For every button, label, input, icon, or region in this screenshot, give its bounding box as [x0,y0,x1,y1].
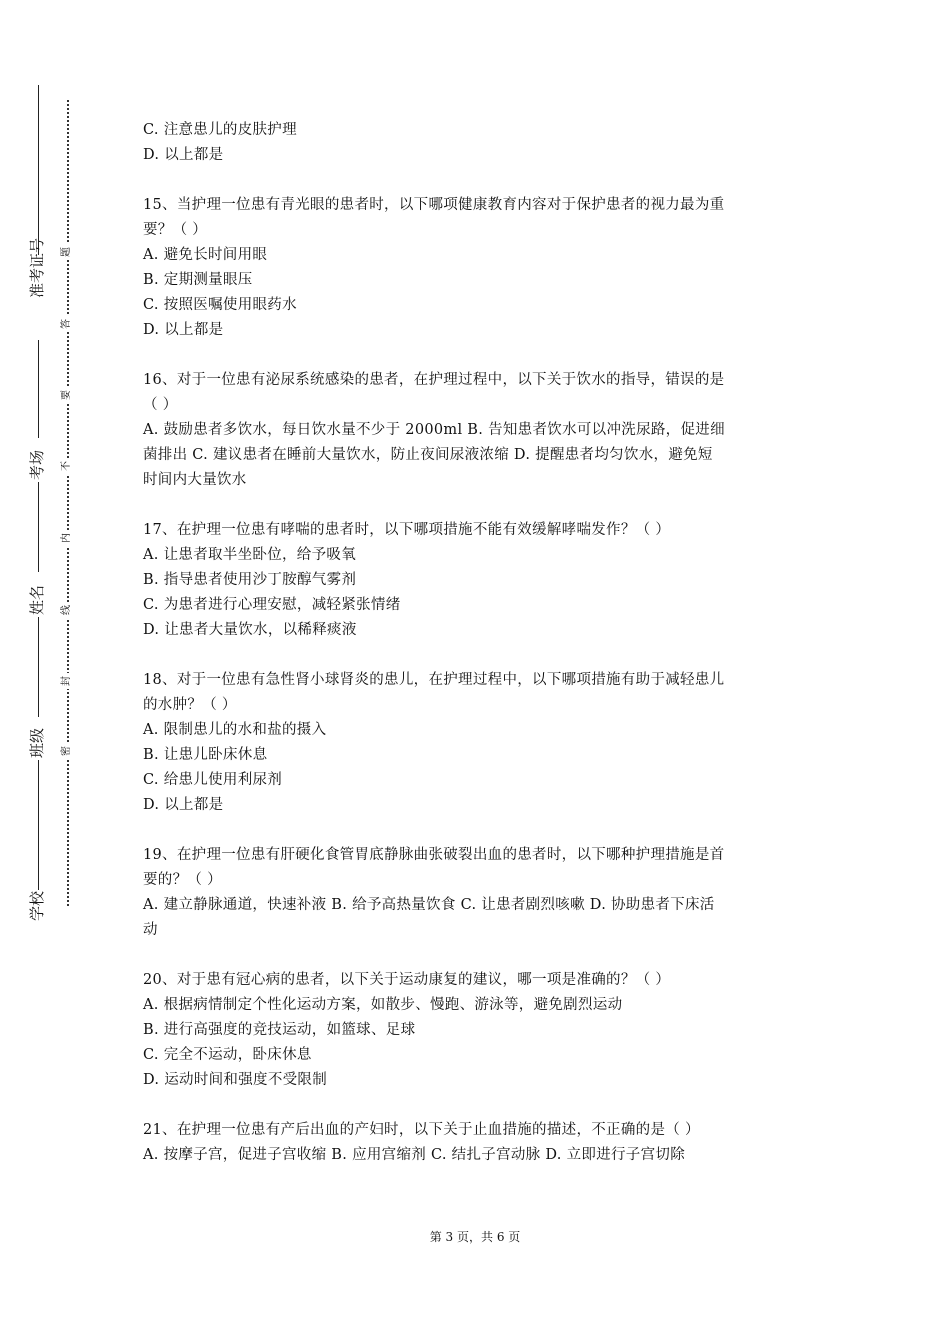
option-line: A. 根据病情制定个性化运动方案，如散步、慢跑、游泳等，避免剧烈运动 [143,997,623,1013]
option-line: B. 指导患者使用沙丁胺醇气雾剂 [143,572,357,588]
question-21 [143,1118,823,1168]
binding-margin [0,0,100,1344]
option-line: D. 运动时间和强度不受限制 [143,1072,328,1088]
option-line: A. 避免长时间用眼 [143,247,268,263]
label-exam-room: 考场 [28,449,46,480]
question-17 [143,518,823,643]
option-line: A. 让患者取半坐卧位，给予吸氧 [143,547,356,563]
option-line: A. 鼓励患者多饮水，每日饮水量不少于 2000ml B. 告知患者饮水可以冲洗尿路，促进细 [143,422,725,438]
label-school: 学校 [28,890,46,921]
seal-char: 答 [61,316,73,332]
option-line: D. 以上都是 [143,322,224,338]
seal-char: 密 [61,743,73,759]
question-stem: 要的？（ ） [143,872,222,888]
option-line: C. 注意患儿的皮肤护理 [143,122,297,138]
option-line: C. 完全不运动，卧床休息 [143,1047,312,1063]
option-line: B. 定期测量眼压 [143,272,253,288]
question-stem: （ ） [143,397,178,413]
seal-char: 线 [61,602,73,618]
option-line: C. 按照医嘱使用眼药水 [143,297,297,313]
question-18 [143,668,823,818]
question-stem: 17、在护理一位患有哮喘的患者时，以下哪项措施不能有效缓解哮喘发作？（ ） [143,522,671,538]
margin-line [38,482,39,572]
label-exam-number: 准考证号 [28,237,46,298]
question-stem: 20、对于患有冠心病的患者，以下关于运动康复的建议，哪一项是准确的？（ ） [143,972,671,988]
question-14-tail [143,118,823,168]
label-class: 班级 [28,727,46,758]
question-16 [143,368,823,493]
option-line: A. 按摩子宫，促进子宫收缩 B. 应用宫缩剂 C. 结扎子宫动脉 D. 立即进行子宫切除 [143,1147,686,1163]
option-line: 动 [143,922,158,938]
margin-line [38,760,39,890]
seal-char: 不 [61,458,73,474]
option-line: 菌排出 C. 建议患者在睡前大量饮水，防止夜间尿液浓缩 D. 提醒患者均匀饮水，避免短 [143,447,713,463]
question-stem: 的水肿？（ ） [143,697,237,713]
option-line: B. 让患儿卧床休息 [143,747,268,763]
seal-char: 封 [61,673,73,689]
question-stem: 15、当护理一位患有青光眼的患者时，以下哪项健康教育内容对于保护患者的视力最为重 [143,197,725,213]
option-line: A. 限制患儿的水和盐的摄入 [143,722,327,738]
option-line: D. 以上都是 [143,147,224,163]
margin-line [38,340,39,438]
option-line: D. 以上都是 [143,797,224,813]
option-line: D. 让患者大量饮水，以稀释痰液 [143,622,357,638]
question-stem: 19、在护理一位患有肝硬化食管胃底静脉曲张破裂出血的患者时，以下哪种护理措施是首 [143,847,725,863]
option-line: C. 给患儿使用利尿剂 [143,772,283,788]
question-19 [143,843,823,943]
seal-char: 要 [61,387,73,403]
option-line: 时间内大量饮水 [143,472,247,488]
page-number: 第 3 页，共 6 页 [429,1230,521,1244]
seal-dotted-line [67,100,69,906]
seal-char: 内 [61,530,73,546]
question-stem: 21、在护理一位患有产后出血的产妇时，以下关于止血措施的描述，不正确的是（ ） [143,1122,700,1138]
question-stem: 16、对于一位患有泌尿系统感染的患者，在护理过程中，以下关于饮水的指导，错误的是 [143,372,725,388]
question-20 [143,968,823,1093]
question-stem: 要？（ ） [143,222,208,238]
label-name: 姓名 [28,584,46,615]
margin-line [38,85,39,255]
option-line: B. 进行高强度的竞技运动，如篮球、足球 [143,1022,416,1038]
option-line: A. 建立静脉通道，快速补液 B. 给予高热量饮食 C. 让患者剧烈咳嗽 D. 协助患者下床活 [143,897,715,913]
question-stem: 18、对于一位患有急性肾小球肾炎的患儿，在护理过程中，以下哪项措施有助于减轻患儿 [143,672,725,688]
seal-char: 题 [61,244,73,260]
question-15 [143,193,823,343]
margin-line [38,617,39,717]
question-list [143,118,823,1168]
option-line: C. 为患者进行心理安慰，减轻紧张情绪 [143,597,401,613]
